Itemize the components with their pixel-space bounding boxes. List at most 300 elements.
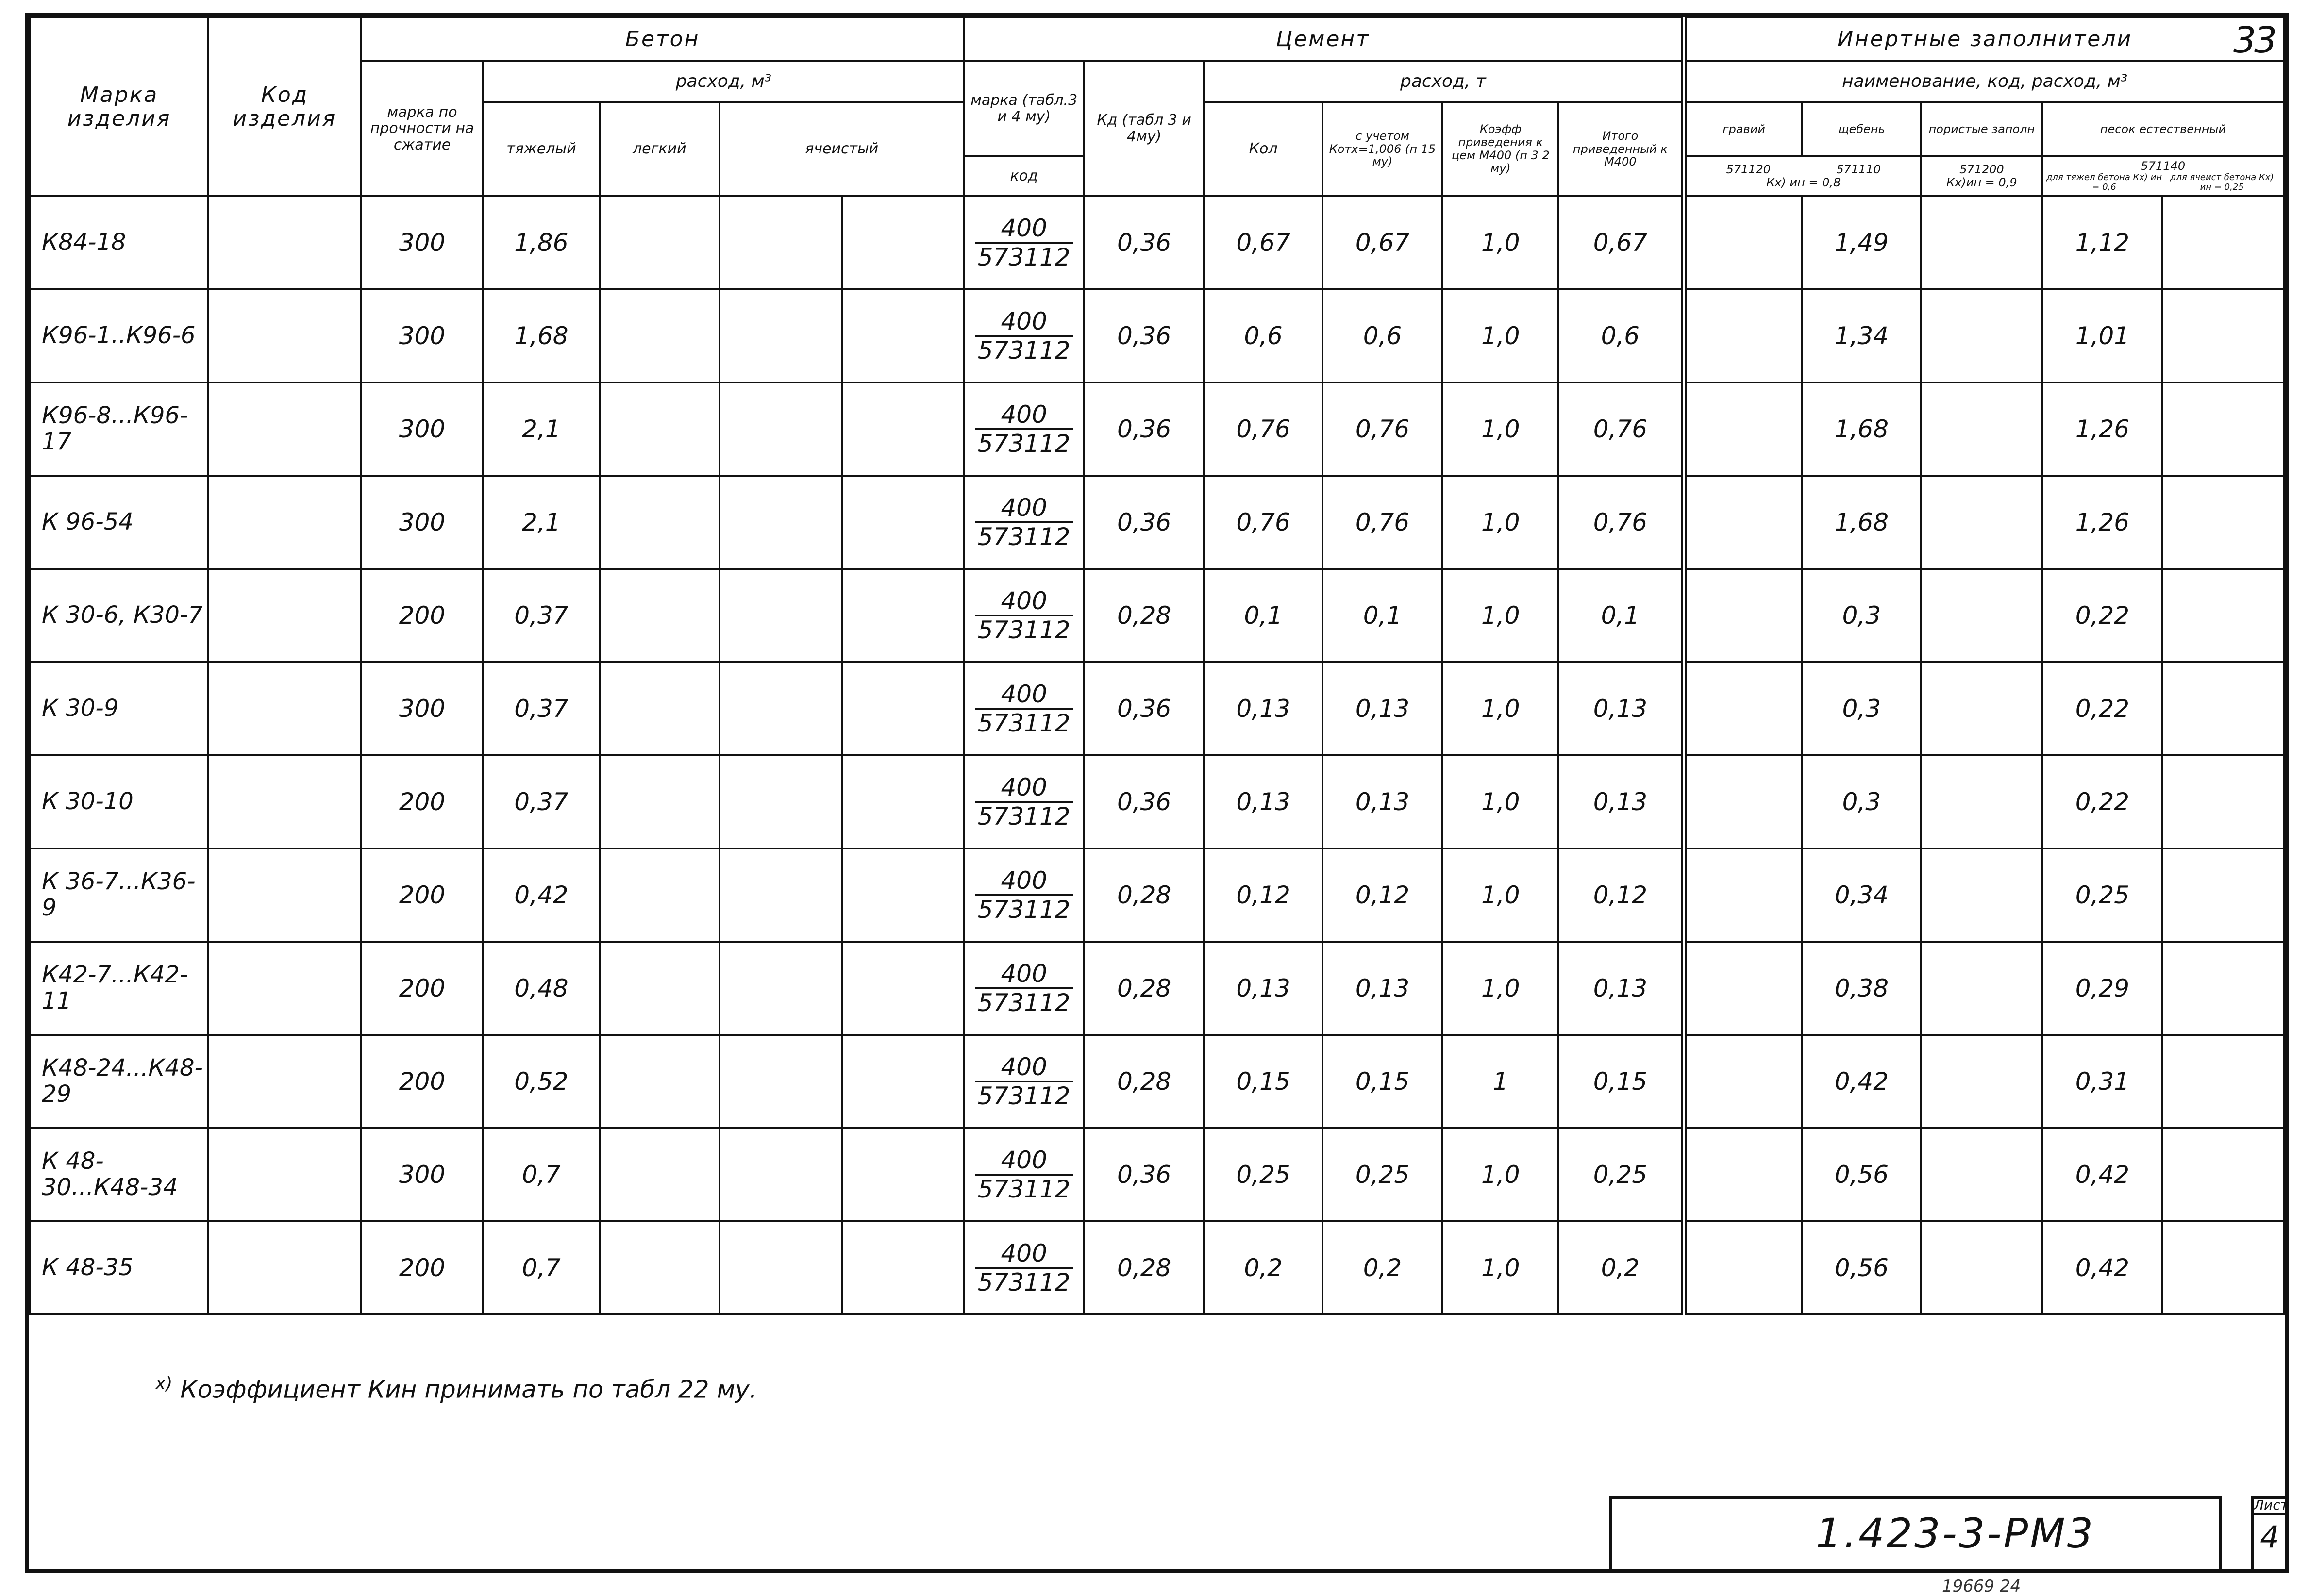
cell-cement-grade: [964, 1128, 1084, 1221]
table-row: [30, 1128, 2284, 1221]
table-body: [30, 196, 2284, 1314]
cell-porous: [1921, 755, 2042, 848]
cell-gravel: [1684, 569, 1802, 662]
cell-sand: 0,42: [2042, 1128, 2163, 1221]
cell-light: [600, 1128, 720, 1221]
cell-sand: 0,29: [2042, 942, 2163, 1035]
cell-porous: [1921, 196, 2042, 289]
cell-code: [208, 848, 361, 942]
cell-col: 0,13: [1204, 755, 1322, 848]
cell-porous: [1921, 1221, 2042, 1314]
cell-porous: [1921, 476, 2042, 569]
cell-code: [208, 1035, 361, 1128]
cell-coef: 1,0: [1442, 848, 1558, 942]
cell-grade: 300: [361, 476, 484, 569]
cement-code: 573112: [977, 989, 1071, 1017]
table-row: [30, 1035, 2284, 1128]
cell-coef: 1,0: [1442, 569, 1558, 662]
cell-total: 0,13: [1558, 942, 1684, 1035]
cell-porous: [1921, 569, 2042, 662]
cement-grade: 400: [975, 308, 1073, 337]
cell-with-k: 0,15: [1322, 1035, 1443, 1128]
cell-light: [600, 569, 720, 662]
cell-gravel: [1684, 755, 1802, 848]
cell-cement-grade: [964, 382, 1084, 476]
header-with-k: с учетом Котх=1,006 (п 15 му): [1322, 102, 1443, 196]
cell-sand: 0,22: [2042, 662, 2163, 755]
cement-grade-fraction: [975, 1053, 1073, 1110]
header-sand-code: 571140: [2141, 159, 2186, 173]
header-cement-grade: марка (табл.3 и 4 му): [964, 61, 1084, 156]
cell-cellular-2: [842, 569, 964, 662]
header-k-gc: Кx) ин = 0,8: [1766, 176, 1841, 189]
header-concrete-consumption: расход, м³: [483, 61, 964, 102]
header-kd: Кд (табл 3 и 4му): [1084, 61, 1205, 196]
cell-total: 0,6: [1558, 289, 1684, 382]
cell-cellular: [719, 755, 842, 848]
cell-sand: 0,22: [2042, 569, 2163, 662]
cell-extra: [2162, 1221, 2284, 1314]
cell-code: [208, 196, 361, 289]
cell-crushed: 0,56: [1802, 1128, 1921, 1221]
cell-col: 0,2: [1204, 1221, 1322, 1314]
sheet-label: Лист: [2254, 1497, 2286, 1515]
cell-code: [208, 1128, 361, 1221]
cell-light: [600, 196, 720, 289]
cell-mark: К 48-30...К48-34: [30, 1128, 208, 1221]
cell-gravel: [1684, 662, 1802, 755]
cell-sand: 0,22: [2042, 755, 2163, 848]
cell-cellular: [719, 569, 842, 662]
cement-grade: 400: [975, 960, 1073, 989]
cell-col: 0,1: [1204, 569, 1322, 662]
cell-porous: [1921, 1035, 2042, 1128]
cell-with-k: 0,13: [1322, 942, 1443, 1035]
cement-grade: 400: [975, 867, 1073, 896]
cell-code: [208, 662, 361, 755]
cell-cellular: [719, 476, 842, 569]
cell-with-k: 0,2: [1322, 1221, 1443, 1314]
materials-table: [29, 17, 2285, 1315]
cement-grade: 400: [975, 1147, 1073, 1176]
cell-mark: К 36-7...К36-9: [30, 848, 208, 942]
cell-cellular-2: [842, 1221, 964, 1314]
cell-grade: 300: [361, 1128, 484, 1221]
cell-mark: К96-8...К96-17: [30, 382, 208, 476]
cell-with-k: 0,13: [1322, 662, 1443, 755]
footnote-marker: x): [155, 1374, 173, 1394]
cell-cellular: [719, 662, 842, 755]
cell-grade: 200: [361, 848, 484, 942]
cell-coef: 1,0: [1442, 942, 1558, 1035]
cell-porous: [1921, 848, 2042, 942]
cell-total: 0,12: [1558, 848, 1684, 942]
cell-grade: 300: [361, 382, 484, 476]
cell-coef: 1,0: [1442, 196, 1558, 289]
cell-coef: 1,0: [1442, 289, 1558, 382]
cell-light: [600, 1221, 720, 1314]
table-row: [30, 662, 2284, 755]
cell-extra: [2162, 289, 2284, 382]
cell-mark: К 96-54: [30, 476, 208, 569]
cell-heavy: 0,42: [483, 848, 599, 942]
cell-cement-grade: [964, 848, 1084, 942]
cell-kd: 0,28: [1084, 569, 1205, 662]
header-mark: Марка изделия: [30, 17, 208, 196]
cell-extra: [2162, 382, 2284, 476]
cell-code: [208, 289, 361, 382]
cell-sand: 0,42: [2042, 1221, 2163, 1314]
cell-col: 0,76: [1204, 382, 1322, 476]
table-row: [30, 569, 2284, 662]
cell-col: 0,76: [1204, 476, 1322, 569]
cell-with-k: 0,6: [1322, 289, 1443, 382]
footnote-text: Коэффициент Кин принимать по табл 22 му.: [180, 1375, 757, 1404]
header-porous-code: 571200: [1959, 163, 2004, 177]
cell-total: 0,76: [1558, 382, 1684, 476]
header-porous: пористые заполн: [1921, 102, 2042, 156]
cell-kd: 0,28: [1084, 1221, 1205, 1314]
cell-heavy: 0,52: [483, 1035, 599, 1128]
cement-grade: 400: [975, 774, 1073, 803]
table-row: [30, 476, 2284, 569]
cell-with-k: 0,76: [1322, 476, 1443, 569]
cell-gravel: [1684, 942, 1802, 1035]
cell-gravel: [1684, 476, 1802, 569]
cell-light: [600, 662, 720, 755]
cement-grade: 400: [975, 587, 1073, 616]
cell-total: 0,13: [1558, 662, 1684, 755]
cell-crushed: 0,42: [1802, 1035, 1921, 1128]
cement-grade: 400: [975, 1053, 1073, 1082]
cell-gravel: [1684, 289, 1802, 382]
cell-total: 0,1: [1558, 569, 1684, 662]
cell-gravel: [1684, 1128, 1802, 1221]
header-cement: Цемент: [964, 17, 1684, 61]
header-cellular: ячеистый: [719, 102, 964, 196]
cell-mark: К96-1..К96-6: [30, 289, 208, 382]
cell-cellular-2: [842, 476, 964, 569]
cell-crushed: 1,49: [1802, 196, 1921, 289]
cell-crushed: 1,68: [1802, 476, 1921, 569]
cell-cellular-2: [842, 382, 964, 476]
table-row: [30, 755, 2284, 848]
cement-grade-fraction: [975, 867, 1073, 923]
header-coef: Коэфф приведения к цем М400 (п 3 2 му): [1442, 102, 1558, 196]
cell-kd: 0,36: [1084, 755, 1205, 848]
cell-extra: [2162, 942, 2284, 1035]
cell-col: 0,13: [1204, 662, 1322, 755]
cell-extra: [2162, 569, 2284, 662]
cell-col: 0,67: [1204, 196, 1322, 289]
cell-extra: [2162, 755, 2284, 848]
cement-grade: 400: [975, 215, 1073, 244]
header-gravel: гравий: [1684, 102, 1802, 156]
cell-cement-grade: [964, 476, 1084, 569]
cell-coef: 1,0: [1442, 1128, 1558, 1221]
cell-cellular-2: [842, 942, 964, 1035]
table-row: [30, 382, 2284, 476]
cell-cement-grade: [964, 289, 1084, 382]
cell-coef: 1,0: [1442, 476, 1558, 569]
cell-cement-grade: [964, 755, 1084, 848]
cell-extra: [2162, 848, 2284, 942]
cement-code: 573112: [977, 430, 1071, 458]
cement-code: 573112: [977, 709, 1071, 737]
cement-grade-fraction: [975, 587, 1073, 644]
cell-porous: [1921, 289, 2042, 382]
archive-number: 19669 24: [1942, 1577, 2021, 1596]
cement-grade-fraction: [975, 960, 1073, 1016]
cement-code: 573112: [977, 243, 1071, 271]
cell-cellular-2: [842, 662, 964, 755]
cement-grade: 400: [975, 494, 1073, 523]
cell-grade: 200: [361, 1035, 484, 1128]
cell-grade: 300: [361, 196, 484, 289]
cell-light: [600, 476, 720, 569]
cell-sand: 1,01: [2042, 289, 2163, 382]
cell-heavy: 0,37: [483, 569, 599, 662]
cell-sand: 1,12: [2042, 196, 2163, 289]
cell-kd: 0,36: [1084, 196, 1205, 289]
cell-col: 0,6: [1204, 289, 1322, 382]
cell-kd: 0,28: [1084, 848, 1205, 942]
cell-heavy: 0,37: [483, 755, 599, 848]
cement-code: 573112: [977, 1082, 1071, 1110]
cell-gravel: [1684, 196, 1802, 289]
cell-cement-grade: [964, 569, 1084, 662]
cell-cellular: [719, 196, 842, 289]
header-k-porous-cell: [1921, 156, 2042, 196]
cell-code: [208, 569, 361, 662]
cement-grade-fraction: [975, 1240, 1073, 1296]
cell-light: [600, 848, 720, 942]
cell-with-k: 0,13: [1322, 755, 1443, 848]
cell-heavy: 2,1: [483, 382, 599, 476]
cell-mark: К84-18: [30, 196, 208, 289]
cell-cellular: [719, 1221, 842, 1314]
header-k-cellular: для ячеист бетона Кx) ин = 0,25: [2170, 172, 2274, 193]
cement-grade-fraction: [975, 494, 1073, 550]
cell-with-k: 0,76: [1322, 382, 1443, 476]
page-number: 33: [2233, 19, 2276, 61]
cell-porous: [1921, 382, 2042, 476]
cement-code: 573112: [977, 336, 1071, 365]
cell-total: 0,76: [1558, 476, 1684, 569]
cell-total: 0,25: [1558, 1128, 1684, 1221]
cell-porous: [1921, 1128, 2042, 1221]
cell-cellular-2: [842, 755, 964, 848]
footnote: [155, 1374, 757, 1404]
cell-coef: 1,0: [1442, 382, 1558, 476]
cell-cement-grade: [964, 942, 1084, 1035]
cell-code: [208, 1221, 361, 1314]
header-crushed: щебень: [1802, 102, 1921, 156]
table-row: [30, 1221, 2284, 1314]
cell-coef: 1,0: [1442, 755, 1558, 848]
cell-extra: [2162, 196, 2284, 289]
cell-total: 0,15: [1558, 1035, 1684, 1128]
header-k-sand-cell: [2042, 156, 2284, 196]
cell-total: 0,67: [1558, 196, 1684, 289]
cell-crushed: 0,3: [1802, 569, 1921, 662]
cell-gravel: [1684, 382, 1802, 476]
cell-crushed: 0,3: [1802, 755, 1921, 848]
document-code: 1.423-3-РМ3: [1816, 1510, 2095, 1557]
header-total: Итого приведенный к М400: [1558, 102, 1684, 196]
cell-kd: 0,36: [1084, 382, 1205, 476]
cell-heavy: 1,86: [483, 196, 599, 289]
cell-crushed: 1,68: [1802, 382, 1921, 476]
cell-cement-grade: [964, 662, 1084, 755]
cell-col: 0,15: [1204, 1035, 1322, 1128]
table-row: [30, 196, 2284, 289]
sheet-number: 4: [2260, 1519, 2279, 1555]
cell-with-k: 0,12: [1322, 848, 1443, 942]
cement-code: 573112: [977, 616, 1071, 644]
cell-cellular: [719, 848, 842, 942]
cell-extra: [2162, 1128, 2284, 1221]
cell-cellular-2: [842, 1128, 964, 1221]
cement-grade: 400: [975, 1240, 1073, 1269]
table-row: [30, 848, 2284, 942]
cell-heavy: 0,48: [483, 942, 599, 1035]
cell-cellular: [719, 942, 842, 1035]
header-heavy: тяжелый: [483, 102, 599, 196]
header-light: легкий: [600, 102, 720, 196]
cell-cellular: [719, 289, 842, 382]
table-row: [30, 942, 2284, 1035]
cell-crushed: 0,34: [1802, 848, 1921, 942]
cell-grade: 200: [361, 569, 484, 662]
cell-cellular-2: [842, 848, 964, 942]
cement-code: 573112: [977, 802, 1071, 831]
table-row: [30, 289, 2284, 382]
cell-code: [208, 942, 361, 1035]
header-col: Кол: [1204, 102, 1322, 196]
cell-gravel: [1684, 848, 1802, 942]
cell-crushed: 0,56: [1802, 1221, 1921, 1314]
cell-grade: 300: [361, 662, 484, 755]
cement-grade-fraction: [975, 215, 1073, 271]
cell-col: 0,25: [1204, 1128, 1322, 1221]
cell-kd: 0,28: [1084, 1035, 1205, 1128]
cell-grade: 300: [361, 289, 484, 382]
cell-gravel: [1684, 1035, 1802, 1128]
cell-code: [208, 382, 361, 476]
header-k-gravel-crushed: [1684, 156, 1921, 196]
cement-grade-fraction: [975, 1147, 1073, 1203]
cell-total: 0,2: [1558, 1221, 1684, 1314]
cement-grade-fraction: [975, 401, 1073, 457]
header-concrete: Бетон: [361, 17, 964, 61]
cell-mark: К 30-10: [30, 755, 208, 848]
header-cement-consumption: расход, т: [1204, 61, 1684, 102]
cell-gravel: [1684, 1221, 1802, 1314]
header-gravel-code: 571120: [1726, 163, 1771, 177]
cell-sand: 1,26: [2042, 476, 2163, 569]
cell-cellular: [719, 382, 842, 476]
cell-sand: 0,25: [2042, 848, 2163, 942]
cell-porous: [1921, 942, 2042, 1035]
cell-with-k: 0,25: [1322, 1128, 1443, 1221]
cell-heavy: 1,68: [483, 289, 599, 382]
header-code: Код изделия: [208, 17, 361, 196]
cell-heavy: 2,1: [483, 476, 599, 569]
cell-light: [600, 755, 720, 848]
cell-porous: [1921, 662, 2042, 755]
header-k-heavy: для тяжел бетона Кx) ин = 0,6: [2046, 172, 2162, 193]
cell-total: 0,13: [1558, 755, 1684, 848]
cement-grade-fraction: [975, 681, 1073, 737]
cell-heavy: 0,7: [483, 1221, 599, 1314]
cell-crushed: 0,38: [1802, 942, 1921, 1035]
cement-code: 573112: [977, 1268, 1071, 1297]
cell-mark: К 48-35: [30, 1221, 208, 1314]
cell-code: [208, 476, 361, 569]
cement-grade: 400: [975, 681, 1073, 710]
cell-cellular-2: [842, 1035, 964, 1128]
cement-code: 573112: [977, 896, 1071, 924]
cell-col: 0,13: [1204, 942, 1322, 1035]
cell-mark: К 30-9: [30, 662, 208, 755]
cell-light: [600, 942, 720, 1035]
header-aggregates: Инертные заполнители: [1684, 17, 2284, 61]
cell-light: [600, 289, 720, 382]
header-concrete-grade: марка по прочности на сжатие: [361, 61, 484, 196]
header-aggregates-sub: наименование, код, расход, м³: [1684, 61, 2284, 102]
cell-sand: 1,26: [2042, 382, 2163, 476]
cell-cement-grade: [964, 1035, 1084, 1128]
cell-with-k: 0,1: [1322, 569, 1443, 662]
cell-grade: 200: [361, 1221, 484, 1314]
cell-kd: 0,28: [1084, 942, 1205, 1035]
cell-kd: 0,36: [1084, 1128, 1205, 1221]
cell-mark: К 30-6, К30-7: [30, 569, 208, 662]
cell-mark: К42-7...К42-11: [30, 942, 208, 1035]
cement-code: 573112: [977, 523, 1071, 551]
cell-cement-grade: [964, 196, 1084, 289]
header-k-porous: Кx)ин = 0,9: [1946, 176, 2017, 189]
cell-grade: 200: [361, 755, 484, 848]
cell-cellular: [719, 1035, 842, 1128]
cell-sand: 0,31: [2042, 1035, 2163, 1128]
cell-kd: 0,36: [1084, 289, 1205, 382]
cell-col: 0,12: [1204, 848, 1322, 942]
cell-cellular-2: [842, 289, 964, 382]
cell-grade: 200: [361, 942, 484, 1035]
cement-code: 573112: [977, 1175, 1071, 1203]
cell-cellular-2: [842, 196, 964, 289]
cement-grade-fraction: [975, 308, 1073, 364]
cement-grade-fraction: [975, 774, 1073, 830]
cell-heavy: 0,37: [483, 662, 599, 755]
cement-grade: 400: [975, 401, 1073, 430]
cell-extra: [2162, 1035, 2284, 1128]
cell-kd: 0,36: [1084, 476, 1205, 569]
header-cement-grade-code: код: [964, 156, 1084, 196]
cell-coef: 1,0: [1442, 662, 1558, 755]
cell-extra: [2162, 476, 2284, 569]
header-sand: песок естественный: [2042, 102, 2284, 156]
cell-cellular: [719, 1128, 842, 1221]
cell-heavy: 0,7: [483, 1128, 599, 1221]
cell-coef: 1: [1442, 1035, 1558, 1128]
cell-coef: 1,0: [1442, 1221, 1558, 1314]
cell-crushed: 1,34: [1802, 289, 1921, 382]
cell-cement-grade: [964, 1221, 1084, 1314]
header-crushed-code: 571110: [1836, 163, 1881, 177]
